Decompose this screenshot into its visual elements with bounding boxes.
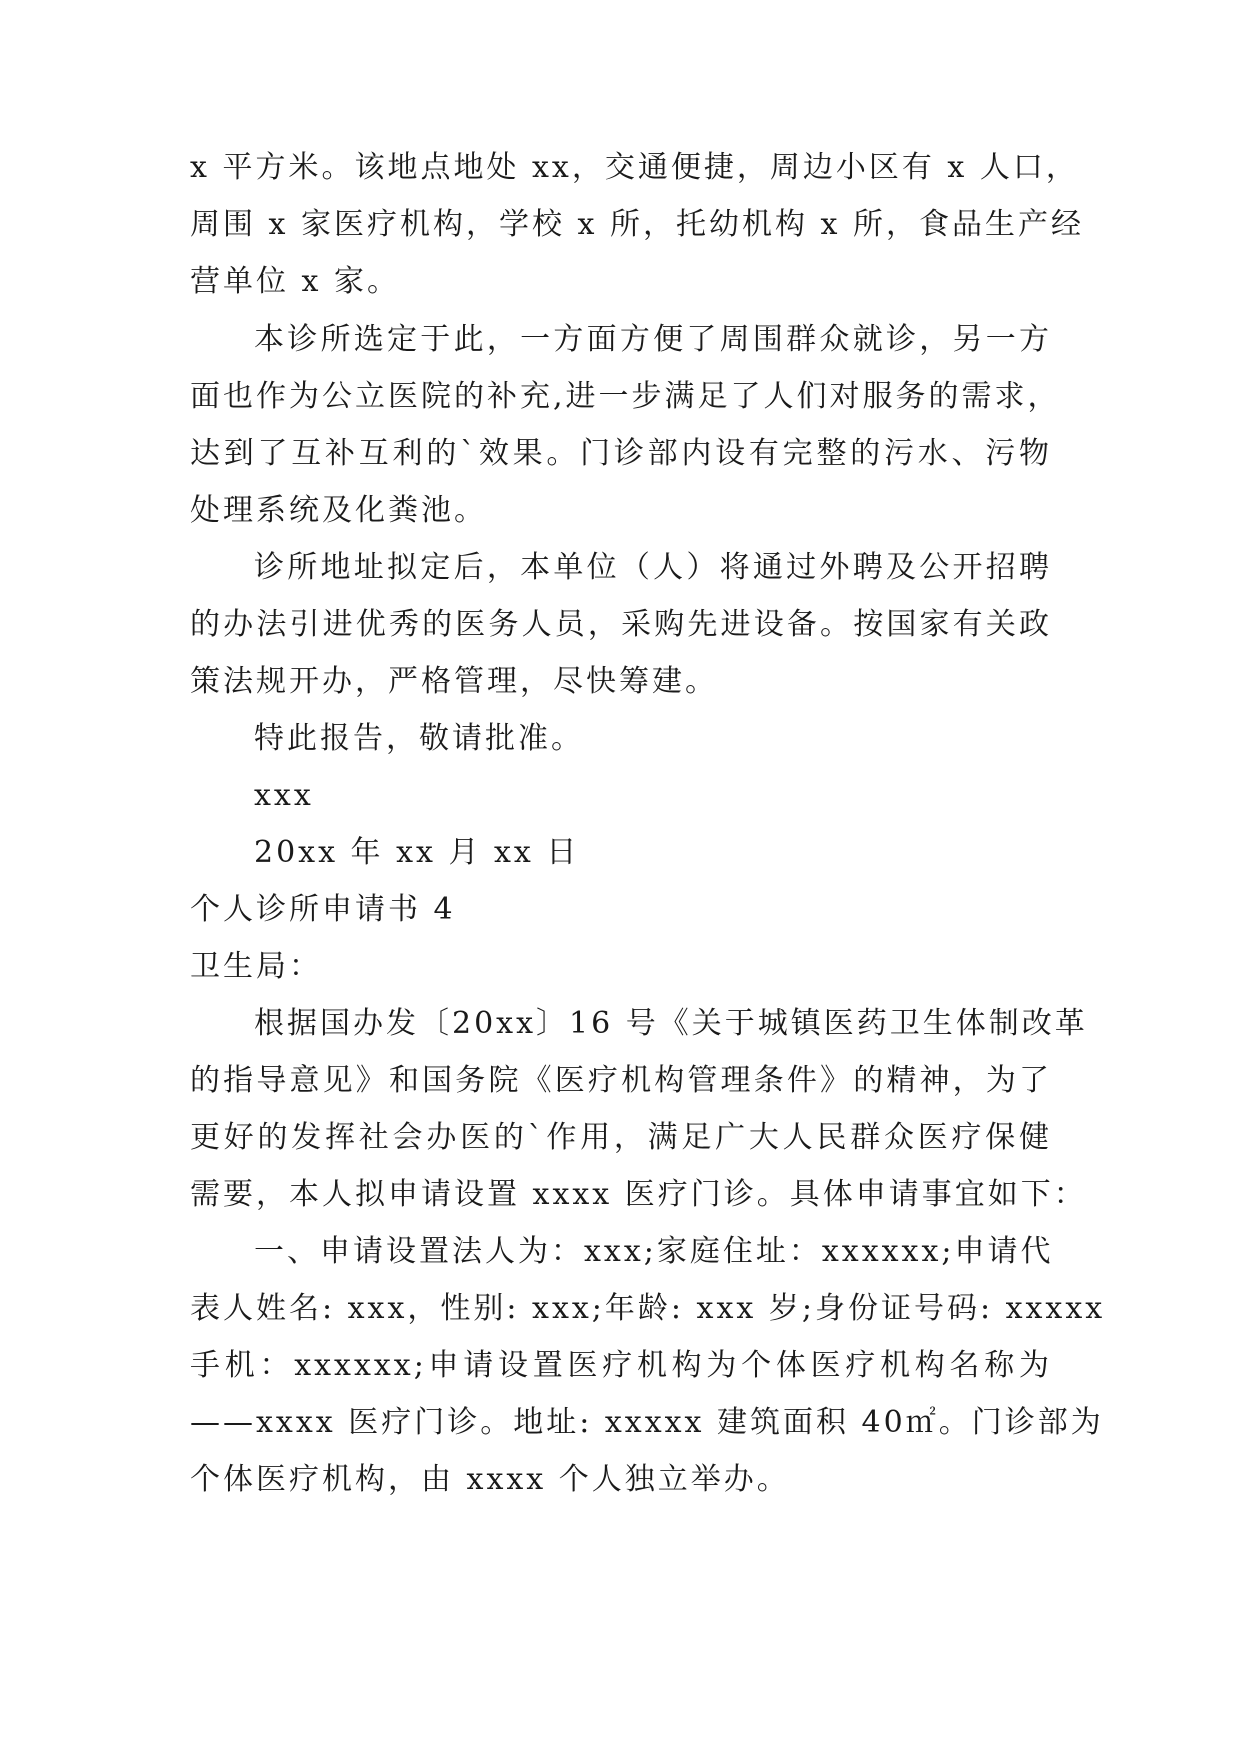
text-line: 处理系统及化粪池。 [190, 493, 487, 528]
text-line: 的指导意见》和国务院《医疗机构管理条件》的精神，为了 [190, 1063, 1052, 1098]
text-line: 更好的发挥社会办医的`作用，满足广大人民群众医疗保健 [190, 1120, 1052, 1155]
text-line: 策法规开办，严格管理，尽快筹建。 [190, 664, 718, 699]
text-line: 营单位 x 家。 [190, 264, 400, 299]
paragraph-first-line: 一、申请设置法人为：xxx;家庭住址：xxxxxx;申请代 [254, 1234, 1054, 1269]
addressee: 卫生局： [190, 949, 322, 984]
text-line: 的办法引进优秀的医务人员，采购先进设备。按国家有关政 [190, 607, 1052, 642]
text-line: 手机：xxxxxx;申请设置医疗机构为个体医疗机构名称为 [190, 1348, 1052, 1383]
closing-remark: 特此报告，敬请批准。 [254, 721, 584, 756]
text-line: 面也作为公立医院的补充,进一步满足了人们对服务的需求， [190, 379, 1061, 414]
text-line: 需要，本人拟申请设置 xxxx 医疗门诊。具体申请事宜如下： [190, 1177, 1087, 1212]
text-line: x 平方米。该地点地处 xx，交通便捷，周边小区有 x 人口， [190, 150, 1079, 185]
paragraph-first-line: 本诊所选定于此，一方面方便了周围群众就诊，另一方 [254, 322, 1052, 357]
text-line: 周围 x 家医疗机构，学校 x 所，托幼机构 x 所，食品生产经 [190, 207, 1084, 242]
text-line: 个体医疗机构，由 xxxx 个人独立举办。 [190, 1462, 790, 1497]
section-title: 个人诊所申请书 4 [190, 892, 456, 927]
paragraph-first-line: 根据国办发〔20xx〕16 号《关于城镇医药卫生体制改革 [254, 1006, 1088, 1041]
signature-name: xxx [254, 778, 314, 813]
text-line: 达到了互补互利的`效果。门诊部内设有完整的污水、污物 [190, 436, 1052, 471]
text-line: 表人姓名: xxx，性别: xxx;年龄: xxx 岁;身份证号码: xxxxx [190, 1291, 1106, 1326]
paragraph-first-line: 诊所地址拟定后，本单位（人）将通过外聘及公开招聘 [254, 550, 1052, 585]
signature-date: 20xx 年 xx 月 xx 日 [254, 835, 580, 870]
text-line: ——xxxx 医疗门诊。地址: xxxxx 建筑面积 40㎡。门诊部为 [190, 1405, 1104, 1440]
